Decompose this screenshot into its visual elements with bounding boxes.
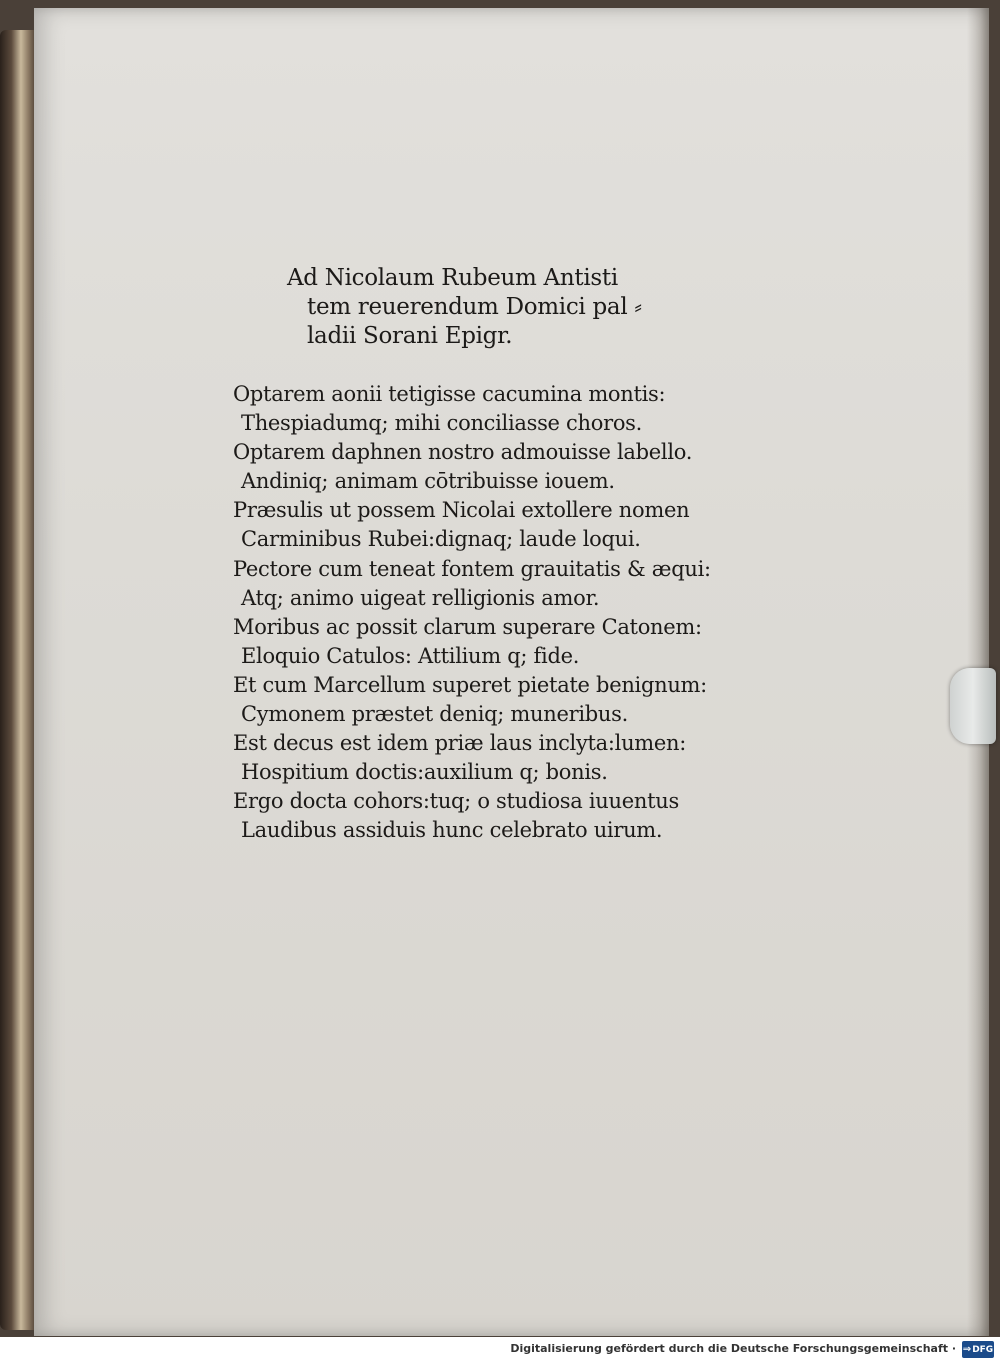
verse-line: Atq; animo uigeat relligionis amor.: [241, 585, 600, 610]
dfg-logo: ⇒ DFG: [962, 1341, 994, 1358]
verse-line: Carminibus Rubei:dignaq; laude loqui.: [241, 527, 641, 552]
footer-bar: [0, 1337, 1000, 1363]
verse-line: Cymonem præstet deniq; muneribus.: [241, 702, 628, 727]
funding-credit: Digitalisierung gefördert durch die Deutsche Forschungsgemeinschaft ·: [510, 1342, 956, 1355]
verse-line: Pectore cum teneat fontem grauitatis & æqui:: [233, 556, 711, 581]
verse-line: Et cum Marcellum superet pietate benignum:: [233, 672, 707, 697]
verse-line: Andiniq; animam cōtribuisse iouem.: [241, 469, 615, 494]
epigram-text: [233, 380, 713, 846]
verse-line: Est decus est idem priæ laus inclyta:lumen:: [233, 731, 687, 756]
verse-line: Eloquio Catulos: Attilium q; fide.: [241, 643, 580, 668]
verse-line: Moribus ac possit clarum superare Catonem:: [233, 614, 702, 639]
heading-line: ladii Sorani Epigr.: [307, 323, 513, 349]
dfg-logo-text: DFG: [972, 1344, 994, 1355]
page-clip: [950, 668, 996, 744]
verse-line: Hospitium doctis:auxilium q; bonis.: [241, 760, 608, 785]
verse-line: Ergo docta cohors:tuq; o studiosa iuuentus: [233, 789, 679, 814]
adjacent-page-margin: [0, 180, 34, 960]
verse-line: Thespiadumq; mihi conciliasse choros.: [241, 411, 643, 436]
verse-line: Præsulis ut possem Nicolai extollere nomen: [233, 498, 690, 523]
heading-line: Ad Nicolaum Rubeum Antisti: [287, 265, 618, 291]
verse-line: Laudibus assiduis hunc celebrato uirum.: [241, 818, 663, 843]
verse-line: Optarem daphnen nostro admouisse labello.: [233, 440, 693, 465]
poem-heading: [287, 264, 687, 351]
heading-line: tem reuerendum Domici pal ⸗: [307, 294, 642, 320]
verse-line: Optarem aonii tetigisse cacumina montis:: [233, 382, 666, 406]
